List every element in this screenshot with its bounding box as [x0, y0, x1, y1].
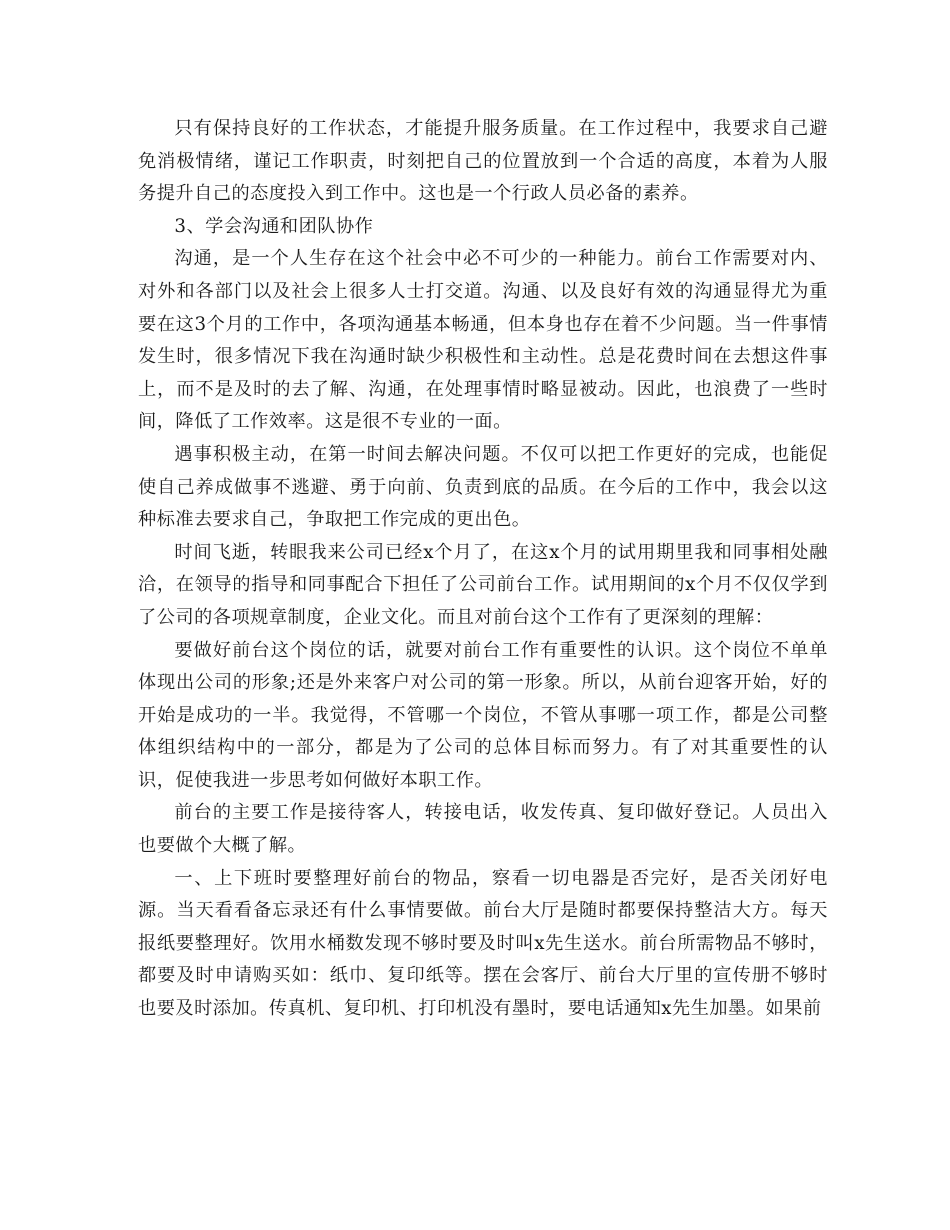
paragraph-front-desk-duties: 前台的主要工作是接待客人，转接电话，收发传真、复印做好登记。人员出入也要做个大概了解。 [138, 802, 828, 857]
document-body [138, 113, 828, 1026]
paragraph-proactive: 遇事积极主动，在第一时间去解决问题。不仅可以把工作更好的完成，也能促使自己养成做事不逃避、勇于向前、负责到底的品质。在今后的工作中，我会以这种标准去要求自己，争取把工作完成的更出色。 [138, 443, 828, 531]
paragraph-communication: 沟通，是一个人生存在这个社会中必不可少的一种能力。前台工作需要对内、对外和各部门以及社会上很多人士打交道。沟通、以及良好有效的沟通显得尤为重要在这3个月的工作中，各项沟通基本畅通，但本身也存在着不少问题。当一件事情发生时，很多情况下我在沟通时缺少积极性和主动性。总是花费时间在去想这件事上，而不是及时的去了解、沟通，在处理事情时略显被动。因此，也浪费了一些时间，降低了工作效率。这是很不专业的一面。 [138, 248, 828, 433]
section-heading-communication: 3、学会沟通和团队协作 [174, 215, 374, 237]
paragraph-work-attitude: 只有保持良好的工作状态，才能提升服务质量。在工作过程中，我要求自己避免消极情绪，谨记工作职责，时刻把自己的位置放到一个合适的高度，本着为人服务提升自己的态度投入到工作中。这也是一个行政人员必备的素养。 [138, 118, 828, 205]
paragraph-probation: 时间飞逝，转眼我来公司已经x个月了，在这x个月的试用期里我和同事相处融洽，在领导的指导和同事配合下担任了公司前台工作。试用期间的x个月不仅仅学到了公司的各项规章制度，企业文化。而且对前台这个工作有了更深刻的理解： [138, 541, 828, 628]
paragraph-daily-tasks: 一、上下班时要整理好前台的物品，察看一切电器是否完好，是否关闭好电源。当天看看备忘录还有什么事情要做。前台大厅是随时都要保持整洁大方。每天报纸要整理好。饮用水桶数发现不够时要及时叫x先生送水。前台所需物品不够时，都要及时申请购买如：纸巾、复印纸等。摆在会客厅、前台大厅里的宣传册不够时也要及时添加。传真机、复印机、打印机没有墨时，要电话通知x先生加墨。如果前 [138, 867, 828, 1020]
paragraph-front-desk-importance: 要做好前台这个岗位的话，就要对前台工作有重要性的认识。这个岗位不单单体现出公司的形象;还是外来客户对公司的第一形象。所以，从前台迎客开始，好的开始是成功的一半。我觉得，不管哪一个岗位，不管从事哪一项工作，都是公司整体组织结构中的一部分，都是为了公司的总体目标而努力。有了对其重要性的认识，促使我进一步思考如何做好本职工作。 [138, 639, 828, 791]
